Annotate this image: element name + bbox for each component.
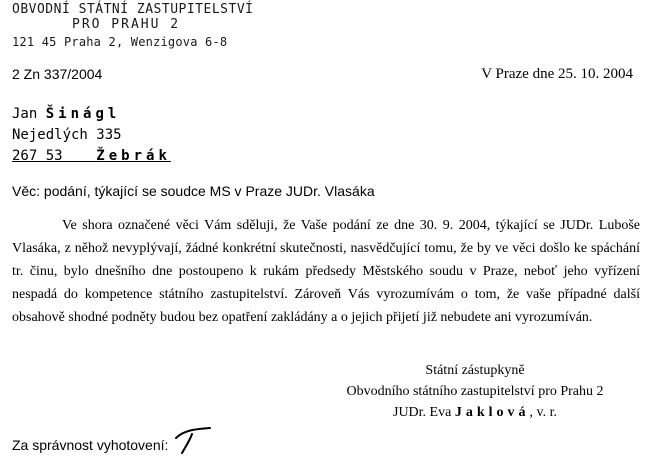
signatory-suffix: , v. r. xyxy=(529,405,557,420)
recipient-city: Žebrák xyxy=(96,148,171,164)
letter-body xyxy=(12,214,640,329)
certification-line: Za správnost vyhotovení: xyxy=(12,437,169,453)
recipient-city-line xyxy=(12,146,171,167)
reference-number: 2 Zn 337/2004 xyxy=(12,66,103,82)
recipient-address xyxy=(12,104,171,167)
office-stamp xyxy=(12,2,254,50)
recipient-street: Nejedlých 335 xyxy=(12,127,122,143)
subject-line: Věc: podání, týkající se soudce MS v Praze JUDr. Vlasáka xyxy=(12,183,375,199)
recipient-surname: Šinágl xyxy=(45,106,121,122)
signatory-name xyxy=(310,402,640,423)
recipient-postcode: 267 53 xyxy=(12,148,63,164)
signatory-surname: Jaklová xyxy=(454,405,530,420)
recipient-first-name: Jan xyxy=(12,106,38,122)
signatory-title: Státní zástupkyně xyxy=(425,363,525,378)
recipient-name xyxy=(12,104,171,125)
stamp-office-district: PRO PRAHU 2 xyxy=(72,17,181,32)
stamp-office-address: 121 45 Praha 2, Wenzigova 6-8 xyxy=(12,35,228,49)
stamp-office-name: OBVODNÍ STÁTNÍ ZASTUPITELSTVÍ xyxy=(12,2,254,17)
signatory-name-prefix: JUDr. Eva xyxy=(393,405,452,420)
signature-block xyxy=(310,360,640,423)
letter-date: V Praze dne 25. 10. 2004 xyxy=(481,66,633,82)
body-paragraph: Ve shora označené věci Vám sděluji, že Vaše podání ze dne 30. 9. 2004, týkající se JUDr. Luboše Vlasáka, z něhož nevyplývají, žádné konkrétní skutečnosti, nasvědčující tomu, že by ve věci došlo ke spáchání tr. činu, bylo dnešního dne postoupeno k rukám předsedy Městského soudu v Praze, neboť jeho vyřízení nespadá do kompetence státního zastupitelství. Zároveň Vás vyrozumívám o tom, že vaše případné další obsahově shodné podněty budou bez opatření zakládány a o jejich přijetí již nebudete ani vyrozumíván. xyxy=(12,218,640,325)
signatory-office: Obvodního státního zastupitelství pro Prahu 2 xyxy=(346,384,604,399)
handwritten-signature xyxy=(172,426,216,456)
